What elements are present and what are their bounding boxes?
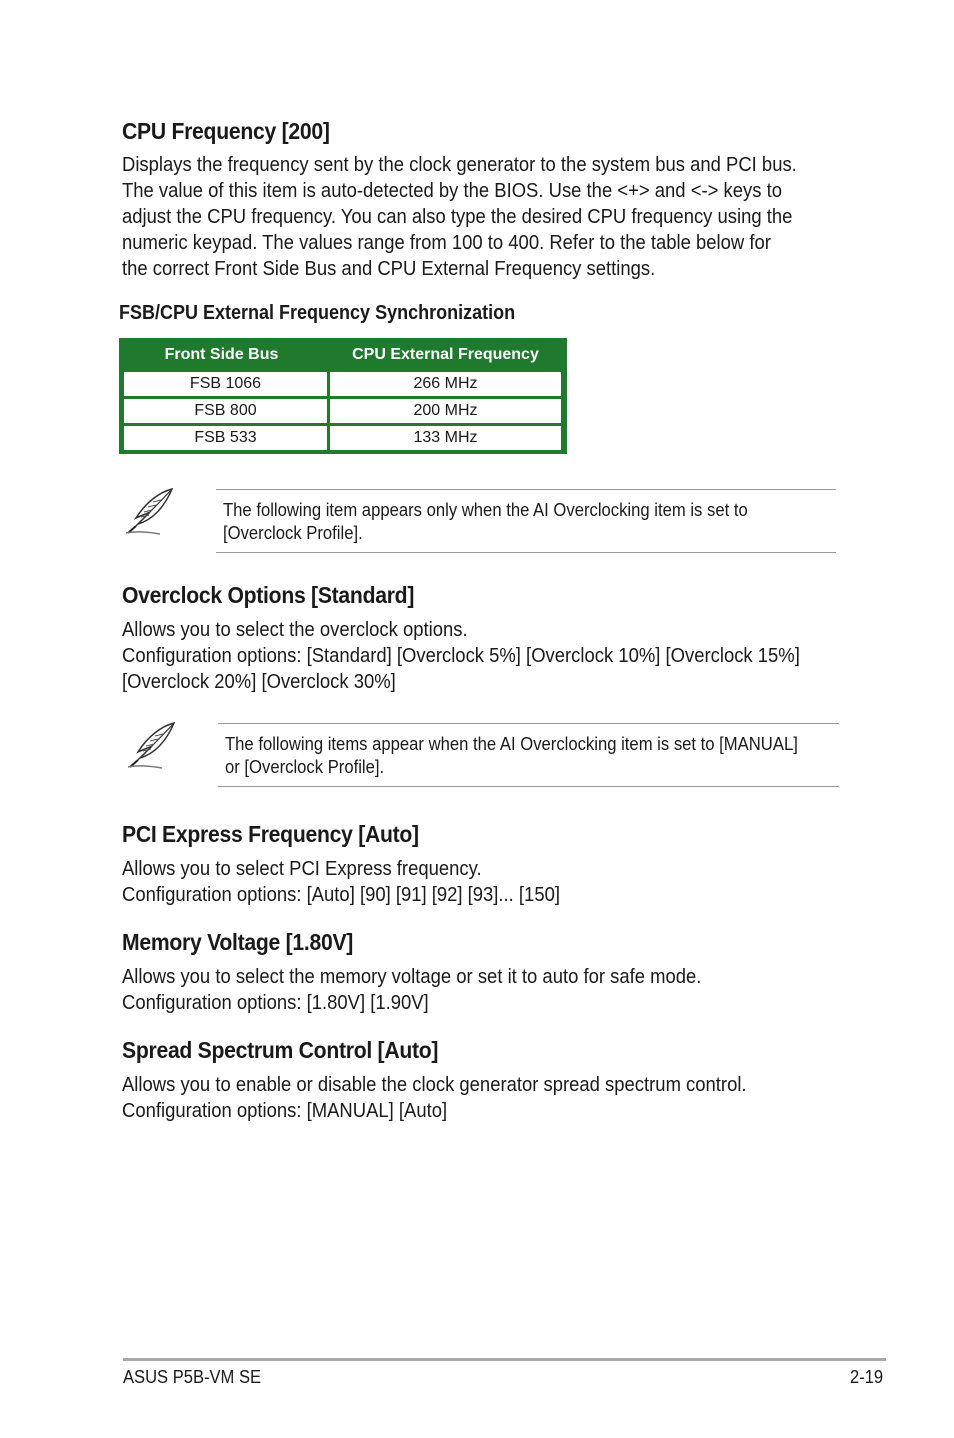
table-cell: 133 MHz <box>330 426 561 450</box>
body-line: The value of this item is auto-detected by the BIOS. Use the <+> and <-> keys to <box>122 179 782 202</box>
section-body-memory-voltage <box>122 964 701 1016</box>
note-rule-bottom <box>218 786 839 787</box>
footer-page-number: 2-19 <box>850 1367 884 1387</box>
body-line: Allows you to select the memory voltage or set it to auto for safe mode. <box>122 965 702 988</box>
body-line: Allows you to enable or disable the clock generator spread spectrum control. <box>122 1073 747 1096</box>
note-rule-top <box>218 723 839 724</box>
table-header-cpu-external-frequency: CPU External Frequency <box>352 345 539 363</box>
body-line: Allows you to select PCI Express frequency. <box>122 857 482 880</box>
section-body-spread-spectrum-control <box>122 1072 747 1124</box>
note-rule-top <box>216 489 836 490</box>
body-line: Configuration options: [Auto] [90] [91] [92] [93]... [150] <box>122 883 560 906</box>
body-line: Configuration options: [1.80V] [1.90V] <box>122 991 429 1014</box>
table-cell: 266 MHz <box>330 372 561 396</box>
table-cell: FSB 800 <box>124 399 327 423</box>
note-text <box>225 732 798 778</box>
note-rule-bottom <box>216 552 836 553</box>
fsb-cpu-frequency-table <box>119 338 567 454</box>
table-title: FSB/CPU External Frequency Synchronization <box>119 302 516 324</box>
section-title-memory-voltage: Memory Voltage [1.80V] <box>122 929 354 955</box>
body-line: Configuration options: [Standard] [Overclock 5%] [Overclock 10%] [Overclock 15%] <box>122 644 800 667</box>
section-body-cpu-frequency <box>122 152 797 282</box>
note-text <box>223 498 748 544</box>
note-line: The following items appear when the AI Overclocking item is set to [MANUAL] <box>225 733 798 754</box>
section-title-overclock-options: Overclock Options [Standard] <box>122 582 415 608</box>
note-line: [Overclock Profile]. <box>223 522 363 543</box>
section-title-spread-spectrum-control: Spread Spectrum Control [Auto] <box>122 1037 439 1063</box>
body-line: adjust the CPU frequency. You can also type the desired CPU frequency using the <box>122 205 793 228</box>
table-cell: 200 MHz <box>330 399 561 423</box>
note-line: The following item appears only when the AI Overclocking item is set to <box>223 499 748 520</box>
table-header-front-side-bus: Front Side Bus <box>164 345 279 363</box>
note-line: or [Overclock Profile]. <box>225 756 385 777</box>
body-line: the correct Front Side Bus and CPU External Frequency settings. <box>122 257 656 280</box>
table-cell: FSB 533 <box>124 426 327 450</box>
body-line: Allows you to select the overclock options. <box>122 618 468 641</box>
section-title-cpu-frequency: CPU Frequency [200] <box>122 118 330 144</box>
body-line: numeric keypad. The values range from 100 to 400. Refer to the table below for <box>122 231 771 254</box>
section-title-pci-express-frequency: PCI Express Frequency [Auto] <box>122 821 419 847</box>
footer-product-name: ASUS P5B-VM SE <box>123 1367 262 1387</box>
body-line: Configuration options: [MANUAL] [Auto] <box>122 1099 448 1122</box>
table-cell: FSB 1066 <box>124 372 327 396</box>
body-line: [Overclock 20%] [Overclock 30%] <box>122 670 396 693</box>
section-body-overclock-options <box>122 617 800 695</box>
quill-pen-icon <box>124 720 180 772</box>
section-body-pci-express-frequency <box>122 856 560 908</box>
body-line: Displays the frequency sent by the clock generator to the system bus and PCI bus. <box>122 153 797 176</box>
footer-rule <box>123 1358 886 1361</box>
quill-pen-icon <box>122 486 178 538</box>
